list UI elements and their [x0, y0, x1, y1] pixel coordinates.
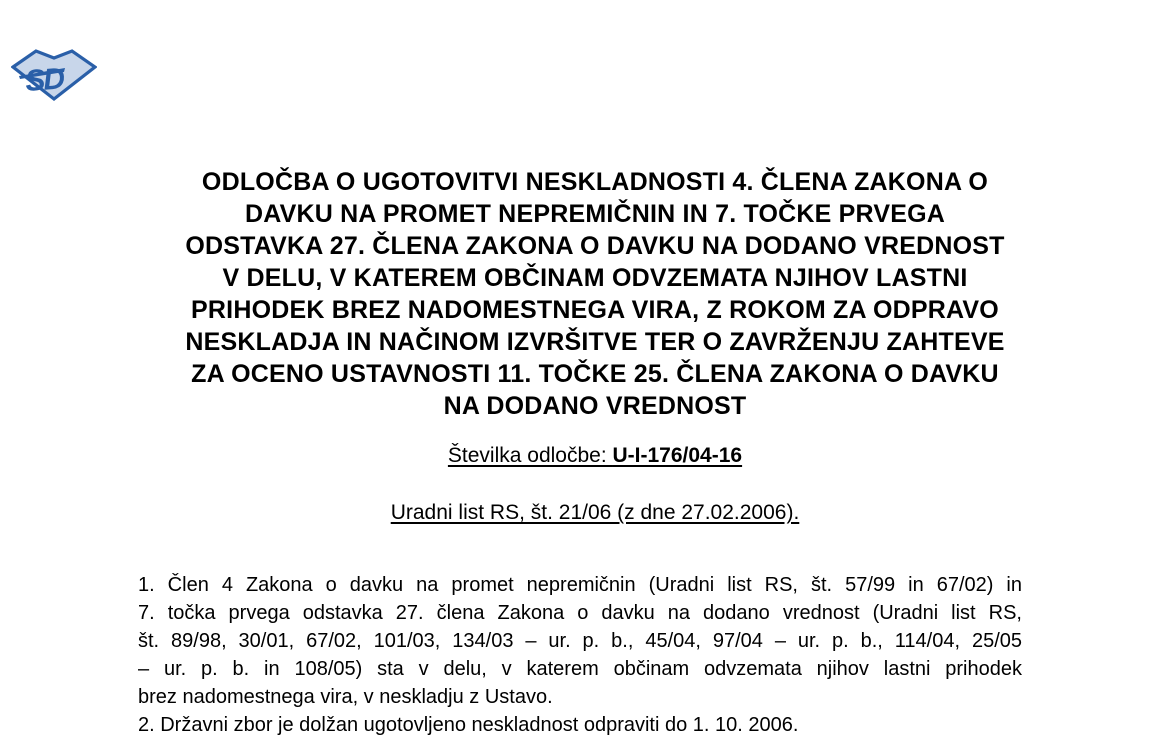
decision-number-label: Številka odločbe: — [447, 444, 613, 467]
decision-number: U-I-176/04-16 — [612, 444, 743, 467]
sd-logo — [11, 48, 97, 102]
document-title-line-4: V DELU, V KATEREM OBČINAM ODVZEMATA NJIHOV LASTNI — [222, 264, 968, 292]
body-text-line-6: 2. Državni zbor je dolžan ugotovljeno neskladnost odpraviti do 1. 10. 2006. — [138, 714, 799, 736]
document-title-line-7: ZA OCENO USTAVNOSTI 11. TOČKE 25. ČLENA ZAKONA O DAVKU — [191, 360, 999, 388]
body-text-line-1: 1. Člen 4 Zakona o davku na promet nepremičnin (Uradni list RS, št. 57/99 in 67/02) in — [138, 574, 1022, 596]
document-title-line-5: PRIHODEK BREZ NADOMESTNEGA VIRA, Z ROKOM ZA ODPRAVO — [191, 296, 999, 324]
document-title-line-6: NESKLADJA IN NAČINOM IZVRŠITVE TER O ZAVRŽENJU ZAHTEVE — [185, 328, 1005, 356]
document-title-line-3: ODSTAVKA 27. ČLENA ZAKONA O DAVKU NA DODANO VREDNOST — [185, 232, 1005, 260]
body-text — [138, 571, 1022, 739]
body-text-line-3: št. 89/98, 30/01, 67/02, 101/03, 134/03 – ur. p. b., 45/04, 97/04 – ur. p. b., 114/04, 25/05 — [138, 630, 1022, 652]
body-text-line-5: brez nadomestnega vira, v neskladju z Ustavo. — [138, 686, 553, 708]
logo-text: SD — [24, 62, 65, 98]
gazette-reference: Uradni list RS, št. 21/06 (z dne 27.02.2006). — [390, 501, 800, 524]
body-text-line-2: 7. točka prvega odstavka 27. člena Zakona o davku na dodano vrednost (Uradni list RS, — [138, 602, 1022, 624]
document-title-line-2: DAVKU NA PROMET NEPREMIČNIN IN 7. TOČKE PRVEGA — [244, 200, 946, 228]
body-text-line-4: – ur. p. b. in 108/05) sta v delu, v katerem občinam odvzemata njihov lastni prihodek — [138, 658, 1022, 680]
document-title-line-1: ODLOČBA O UGOTOVITVI NESKLADNOSTI 4. ČLENA ZAKONA O — [201, 168, 989, 196]
document-title — [140, 166, 1050, 422]
gazette-reference-line — [140, 499, 1050, 526]
document-title-line-8: NA DODANO VREDNOST — [443, 392, 747, 420]
decision-number-line — [140, 442, 1050, 469]
